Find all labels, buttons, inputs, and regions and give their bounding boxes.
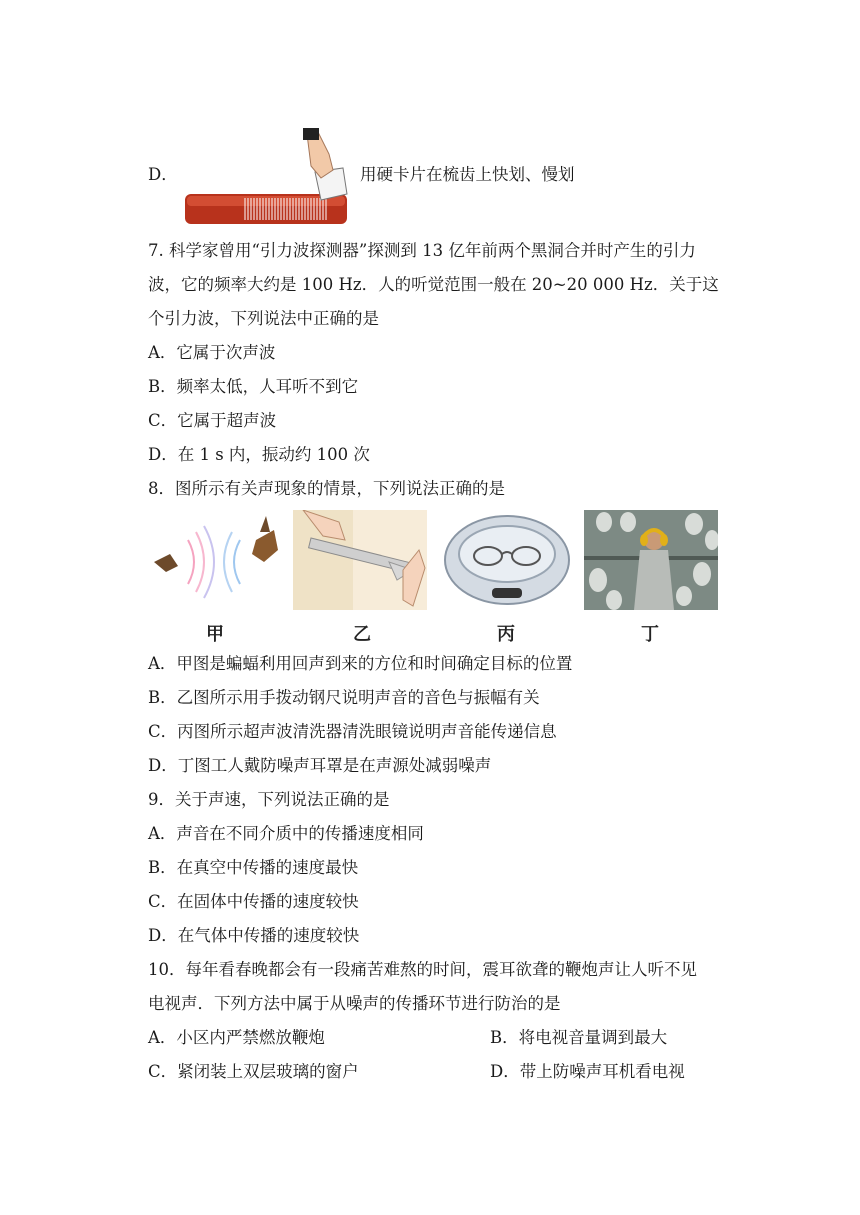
q7-stem-line-3: 个引力波，下列说法中正确的是: [148, 309, 379, 328]
panel-bat-echolocation: [148, 510, 282, 610]
q10-stem-line-2: 电视声．下列方法中属于从噪声的传播环节进行防治的是: [148, 994, 561, 1013]
q7-option-d[interactable]: D．在 1 s 内，振动约 100 次: [148, 445, 370, 464]
q7-option-a[interactable]: A．它属于次声波: [148, 343, 276, 362]
hand-card-comb-icon: [183, 128, 353, 228]
q10-option-a[interactable]: A．小区内严禁燃放鞭炮: [148, 1028, 325, 1047]
panel-worker-earmuffs: [584, 510, 718, 610]
q8-option-c[interactable]: C．丙图所示超声波清洗器清洗眼镜说明声音能传递信息: [148, 722, 557, 741]
q10-option-d[interactable]: D．带上防噪声耳机看电视: [490, 1062, 685, 1081]
panel-steel-ruler: [293, 510, 427, 610]
worker-ear-protection-icon: [584, 510, 718, 610]
q8-option-b[interactable]: B．乙图所示用手拨动钢尺说明声音的音色与振幅有关: [148, 688, 540, 707]
panel-label-1: 甲: [206, 624, 224, 645]
q7-option-b[interactable]: B．频率太低，人耳听不到它: [148, 377, 359, 396]
q7-stem-line-2: 波，它的频率大约是 100 Hz．人的听觉范围一般在 20~20 000 Hz．关于这: [148, 275, 719, 294]
ultrasonic-cleaner-icon: [440, 510, 574, 610]
panel-ultrasonic-cleaner: [440, 510, 574, 610]
bat-echolocation-icon: [148, 510, 282, 610]
q8-option-d[interactable]: D．丁图工人戴防噪声耳罩是在声源处减弱噪声: [148, 756, 492, 775]
steel-ruler-plucking-icon: [293, 510, 427, 610]
panel-label-2: 乙: [353, 624, 371, 645]
q9-option-a[interactable]: A．声音在不同介质中的传播速度相同: [148, 824, 424, 843]
q8-stem: 8．图所示有关声现象的情景，下列说法正确的是: [148, 479, 505, 498]
q9-option-d[interactable]: D．在气体中传播的速度较快: [148, 926, 360, 945]
q9-option-b[interactable]: B．在真空中传播的速度最快: [148, 858, 359, 877]
q7-option-c[interactable]: C．它属于超声波: [148, 411, 277, 430]
panel-label-4: 丁: [641, 624, 659, 645]
q9-stem: 9．关于声速，下列说法正确的是: [148, 790, 390, 809]
panel-label-3: 丙: [497, 624, 515, 645]
comb-card-figure: [183, 128, 353, 228]
q10-stem-line-1: 10．每年看春晚都会有一段痛苦难熬的时间，震耳欲聋的鞭炮声让人听不见: [148, 960, 697, 979]
q8-option-a[interactable]: A．甲图是蝙蝠利用回声到来的方位和时间确定目标的位置: [148, 654, 573, 673]
q9-option-c[interactable]: C．在固体中传播的速度较快: [148, 892, 359, 911]
q6-option-d-letter: D．: [148, 165, 178, 184]
q6-option-d-text: 用硬卡片在梳齿上快划、慢划: [360, 165, 575, 184]
q10-option-c[interactable]: C．紧闭装上双层玻璃的窗户: [148, 1062, 359, 1081]
q7-stem-line-1: 7. 科学家曾用“引力波探测器”探测到 13 亿年前两个黑洞合并时产生的引力: [148, 241, 696, 260]
q10-option-b[interactable]: B．将电视音量调到最大: [490, 1028, 668, 1047]
